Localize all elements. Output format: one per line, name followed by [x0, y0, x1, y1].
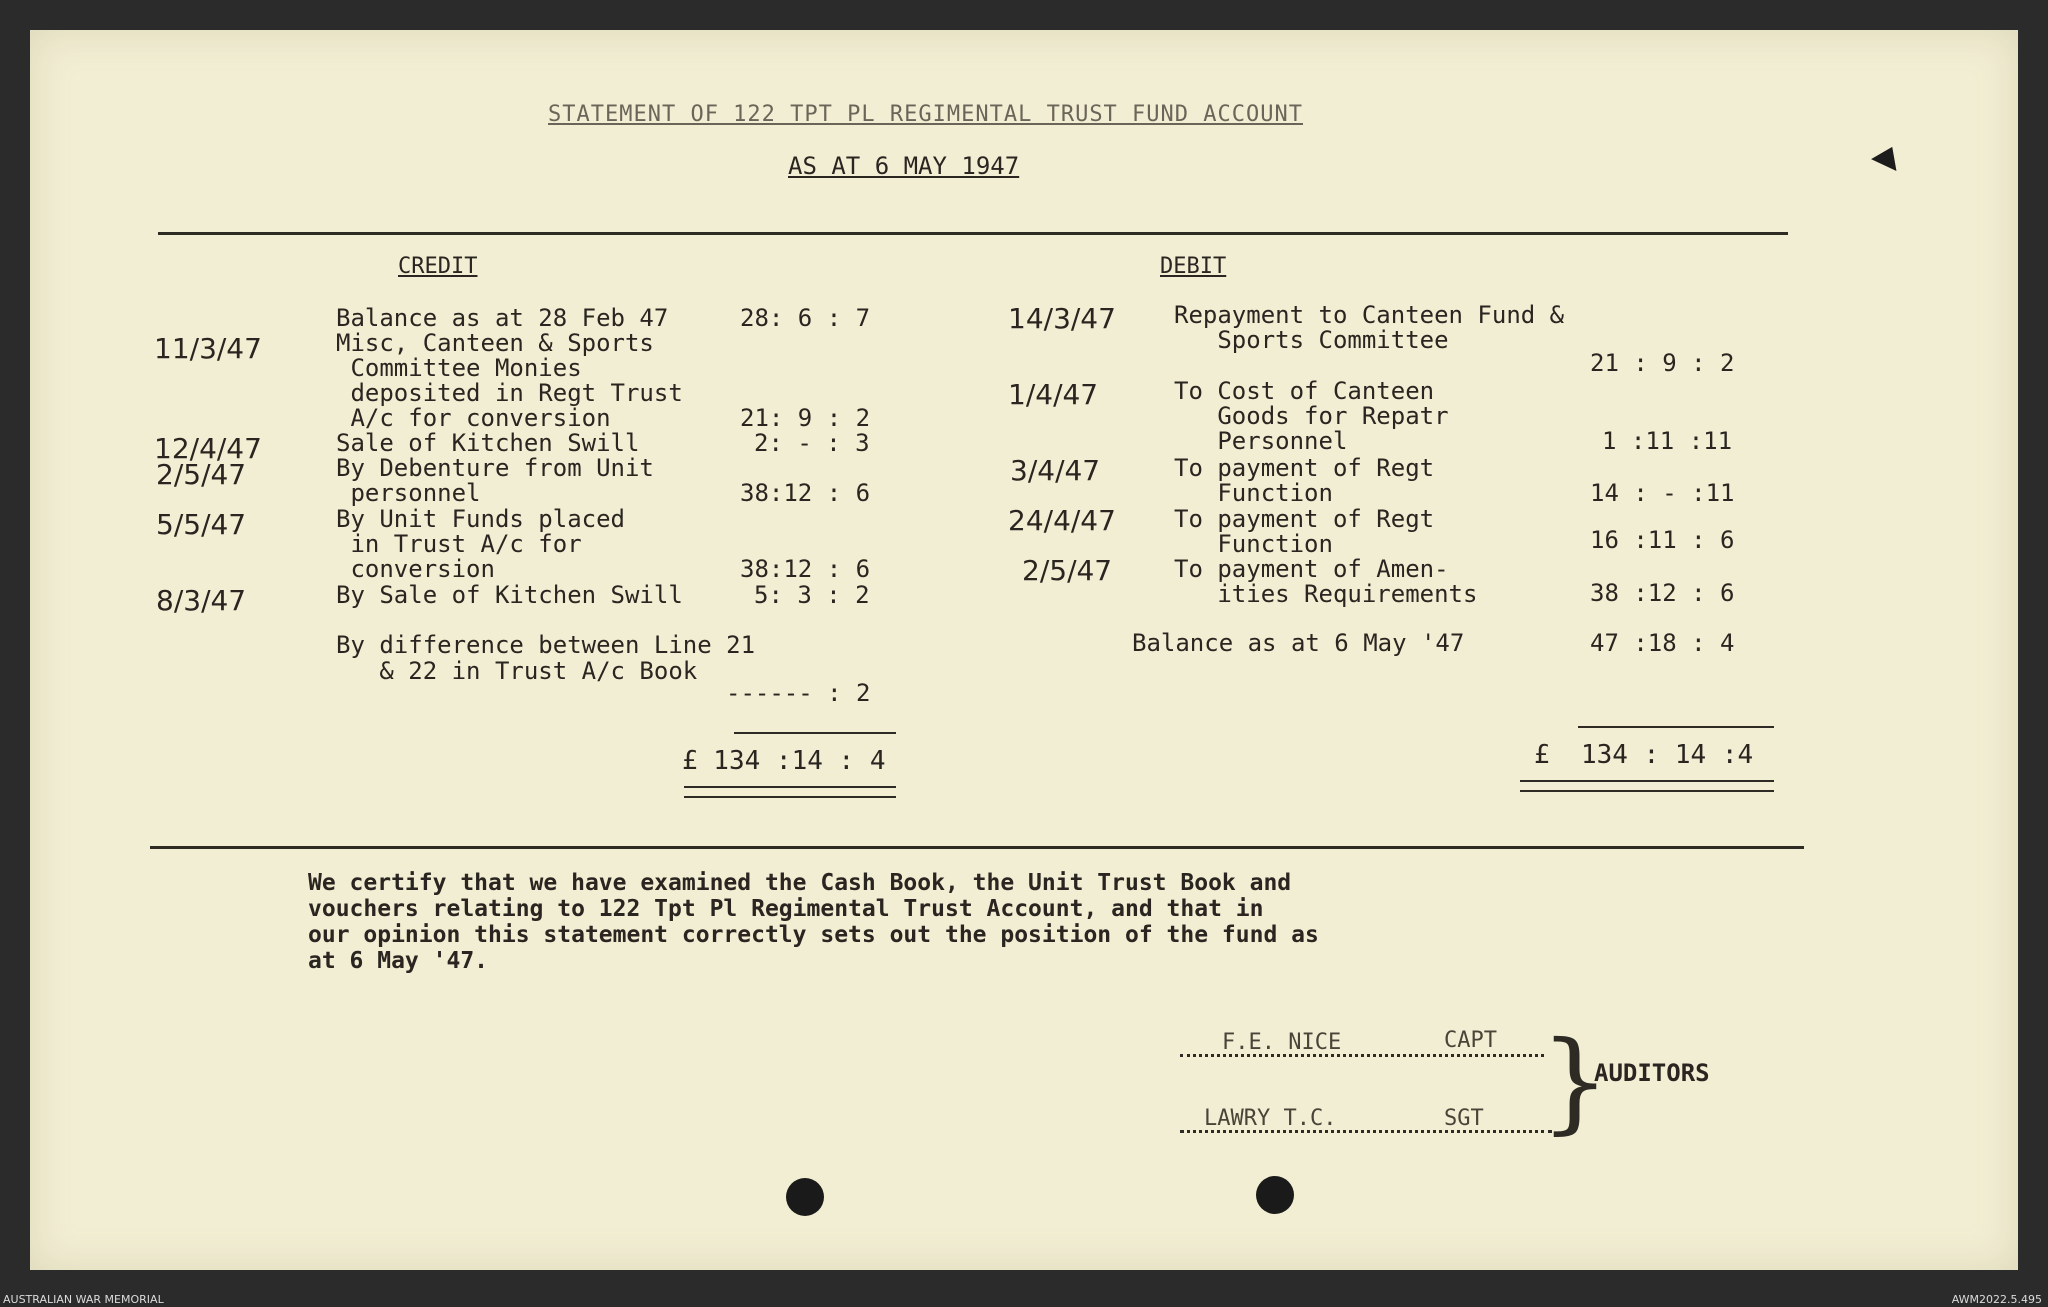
credit-entry-date: 8/3/47 — [156, 584, 247, 617]
credit-entry-amount: 38:12 : 6 — [740, 479, 871, 507]
credit-entry-date: 12/4/47 — [154, 432, 262, 465]
certification-line: vouchers relating to 122 Tpt Pl Regimental Trust Account, and that in — [308, 896, 1264, 922]
debit-total: £ 134 : 14 :4 — [1534, 740, 1754, 770]
credit-entry-text: Committee Monies — [336, 354, 582, 382]
credit-entry-amount: 38:12 : 6 — [740, 555, 871, 583]
credit-entry-text: By Unit Funds placed — [336, 505, 625, 533]
auditor-rank: SGT — [1444, 1106, 1484, 1131]
debit-entry-text: Personnel — [1174, 427, 1348, 455]
certification-line: We certify that we have examined the Cash Book, the Unit Trust Book and — [308, 870, 1292, 896]
certification-line: our opinion this statement correctly sets out the position of the fund as — [308, 922, 1319, 948]
debit-total-underline — [1520, 780, 1774, 782]
debit-total-underline — [1520, 790, 1774, 792]
debit-heading: DEBIT — [1160, 254, 1227, 279]
debit-entry-amount: 47 :18 : 4 — [1590, 629, 1735, 657]
debit-entry-text: Repayment to Canteen Fund & — [1174, 301, 1565, 329]
credit-entry-text: By Sale of Kitchen Swill — [336, 581, 683, 609]
debit-total-rule — [1578, 726, 1774, 728]
credit-entry-amount: 21: 9 : 2 — [740, 404, 871, 432]
credit-entry-amount: 2: - : 3 — [754, 429, 870, 457]
debit-entry-text: To payment of Regt — [1174, 454, 1435, 482]
debit-entry-text: To payment of Regt — [1174, 505, 1435, 533]
credit-entry-text: Misc, Canteen & Sports — [336, 329, 654, 357]
top-rule — [158, 232, 1788, 235]
credit-entry-text: in Trust A/c for — [336, 530, 582, 558]
credit-total: £ 134 :14 : 4 — [682, 746, 886, 776]
footer-left-caption: AUSTRALIAN WAR MEMORIAL — [3, 1293, 164, 1306]
credit-total-rule — [734, 732, 896, 734]
auditors-label: AUDITORS — [1594, 1059, 1710, 1087]
footer-right-caption: AWM2022.5.495 — [1951, 1293, 2042, 1306]
credit-entry-text: By Debenture from Unit — [336, 454, 654, 482]
credit-entry-text: personnel — [336, 479, 481, 507]
credit-entry-text: Sale of Kitchen Swill — [336, 429, 640, 457]
debit-entry-amount: 14 : - :11 — [1590, 479, 1735, 507]
signature-line — [1180, 1054, 1544, 1057]
debit-entry-amount: 16 :11 : 6 — [1590, 526, 1735, 554]
credit-entry-date: 11/3/47 — [154, 332, 262, 365]
credit-entry-amount: 28: 6 : 7 — [740, 304, 871, 332]
debit-entry-date: 14/3/47 — [1008, 302, 1116, 335]
debit-entry-text: Goods for Repatr — [1174, 402, 1449, 430]
credit-entry-text: A/c for conversion — [336, 404, 611, 432]
debit-entry-text: Function — [1174, 479, 1333, 507]
debit-entry-date: 24/4/47 — [1008, 504, 1116, 537]
punch-hole — [786, 1178, 824, 1216]
debit-entry-amount: 38 :12 : 6 — [1590, 579, 1735, 607]
debit-entry-text: To payment of Amen- — [1174, 555, 1449, 583]
credit-heading: CREDIT — [398, 254, 478, 279]
debit-entry-text: To Cost of Canteen — [1174, 377, 1435, 405]
credit-entry-text: By difference between Line 21 — [336, 631, 756, 659]
debit-entry-text: Sports Committee — [1174, 326, 1449, 354]
credit-total-underline — [684, 796, 896, 798]
bottom-rule — [150, 846, 1804, 849]
document-subtitle: AS AT 6 MAY 1947 — [788, 152, 1020, 180]
debit-entry-text: ities Requirements — [1174, 580, 1478, 608]
credit-entry-text: conversion — [336, 555, 495, 583]
debit-entry-date: 1/4/47 — [1008, 378, 1099, 411]
auditors-brace: } — [1540, 1017, 1610, 1145]
debit-entry-date: 2/5/47 — [1022, 554, 1113, 587]
certification-line: at 6 May '47. — [308, 948, 489, 974]
debit-entry-date: 3/4/47 — [1010, 454, 1101, 487]
credit-entry-date: 2/5/47 — [156, 458, 247, 491]
debit-entry-amount: 21 : 9 : 2 — [1590, 349, 1735, 377]
credit-entry-text: Balance as at 28 Feb 47 — [336, 304, 669, 332]
credit-entry-text: deposited in Regt Trust — [336, 379, 683, 407]
document-title: STATEMENT OF 122 TPT PL REGIMENTAL TRUST FUND ACCOUNT — [548, 102, 1303, 127]
debit-entry-amount: 1 :11 :11 — [1602, 427, 1733, 455]
debit-entry-text: Function — [1174, 530, 1333, 558]
signature-line — [1180, 1130, 1552, 1133]
punch-hole — [1256, 1176, 1294, 1214]
credit-total-underline — [684, 786, 896, 788]
credit-entry-date: 5/5/47 — [156, 508, 247, 541]
auditor-rank: CAPT — [1444, 1028, 1497, 1053]
auditor-name: LAWRY T.C. — [1204, 1106, 1337, 1131]
credit-entry-text: & 22 in Trust A/c Book — [336, 657, 698, 685]
debit-entry-text: Balance as at 6 May '47 — [1132, 629, 1465, 657]
credit-entry-amount: 5: 3 : 2 — [754, 581, 870, 609]
credit-entry-amount: ------ : 2 — [726, 679, 871, 707]
auditor-name: F.E. NICE — [1222, 1030, 1342, 1055]
